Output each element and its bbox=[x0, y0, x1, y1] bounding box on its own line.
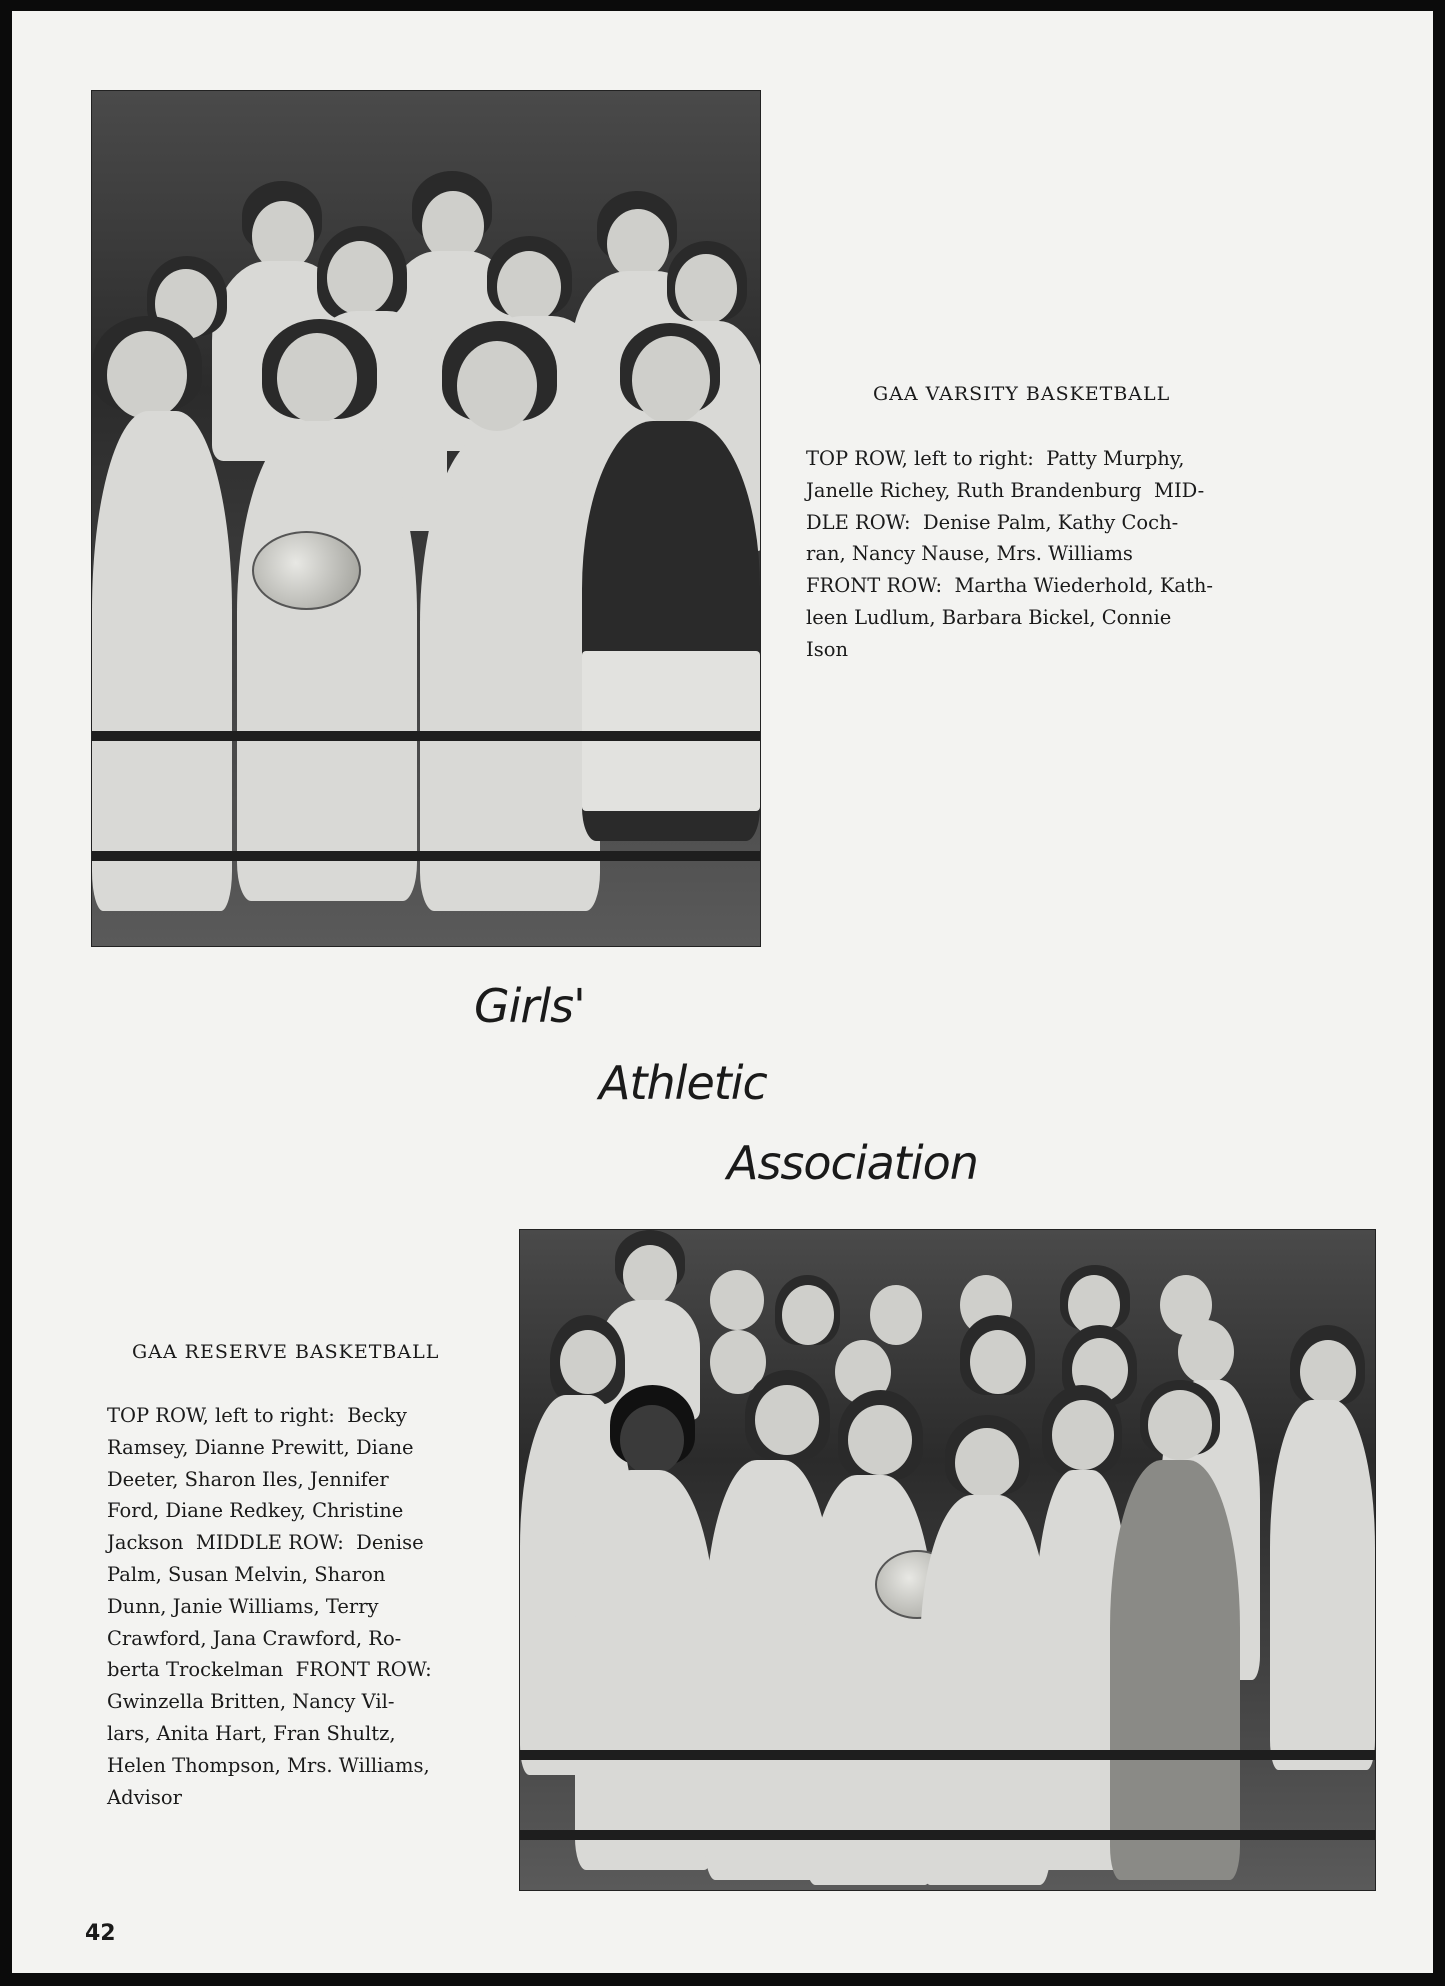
reserve-heading: GAA RESERVE BASKETBALL bbox=[132, 1341, 440, 1363]
reserve-caption: TOP ROW, left to right: Becky Ramsey, Dianne Prewitt, Diane Deeter, Sharon Iles, Jennifer Ford, Diane Redkey, Christine Jackson MIDDLE ROW: Denise Palm, Susan Melvin, Sharon Dunn, Janie Williams, Terry Crawford, Jana Crawford, Ro- berta Trockelman FRONT ROW: Gwinzella Britten, Nancy Vil- lars, Anita Hart, Fran Shultz, Helen Thompson, Mrs. Williams, Advisor bbox=[107, 1404, 432, 1809]
varsity-caption: TOP ROW, left to right: Patty Murphy, Janelle Richey, Ruth Brandenburg MID- DLE ROW: Denise Palm, Kathy Coch- ran, Nancy Nause, Mrs. Williams FRONT ROW: Martha Wiederhold, Kath- leen Ludlum, Barbara Bickel, Connie Ison bbox=[806, 447, 1213, 661]
page-number: 42 bbox=[85, 1921, 116, 1946]
title-line-athletic: Athletic bbox=[599, 1056, 767, 1110]
yearbook-page bbox=[12, 11, 1433, 1973]
varsity-team-photo bbox=[91, 90, 761, 947]
title-line-girls: Girls' bbox=[474, 979, 585, 1033]
varsity-heading: GAA VARSITY BASKETBALL bbox=[873, 383, 1171, 405]
title-line-association: Association bbox=[727, 1136, 978, 1190]
reserve-team-photo bbox=[519, 1229, 1376, 1891]
